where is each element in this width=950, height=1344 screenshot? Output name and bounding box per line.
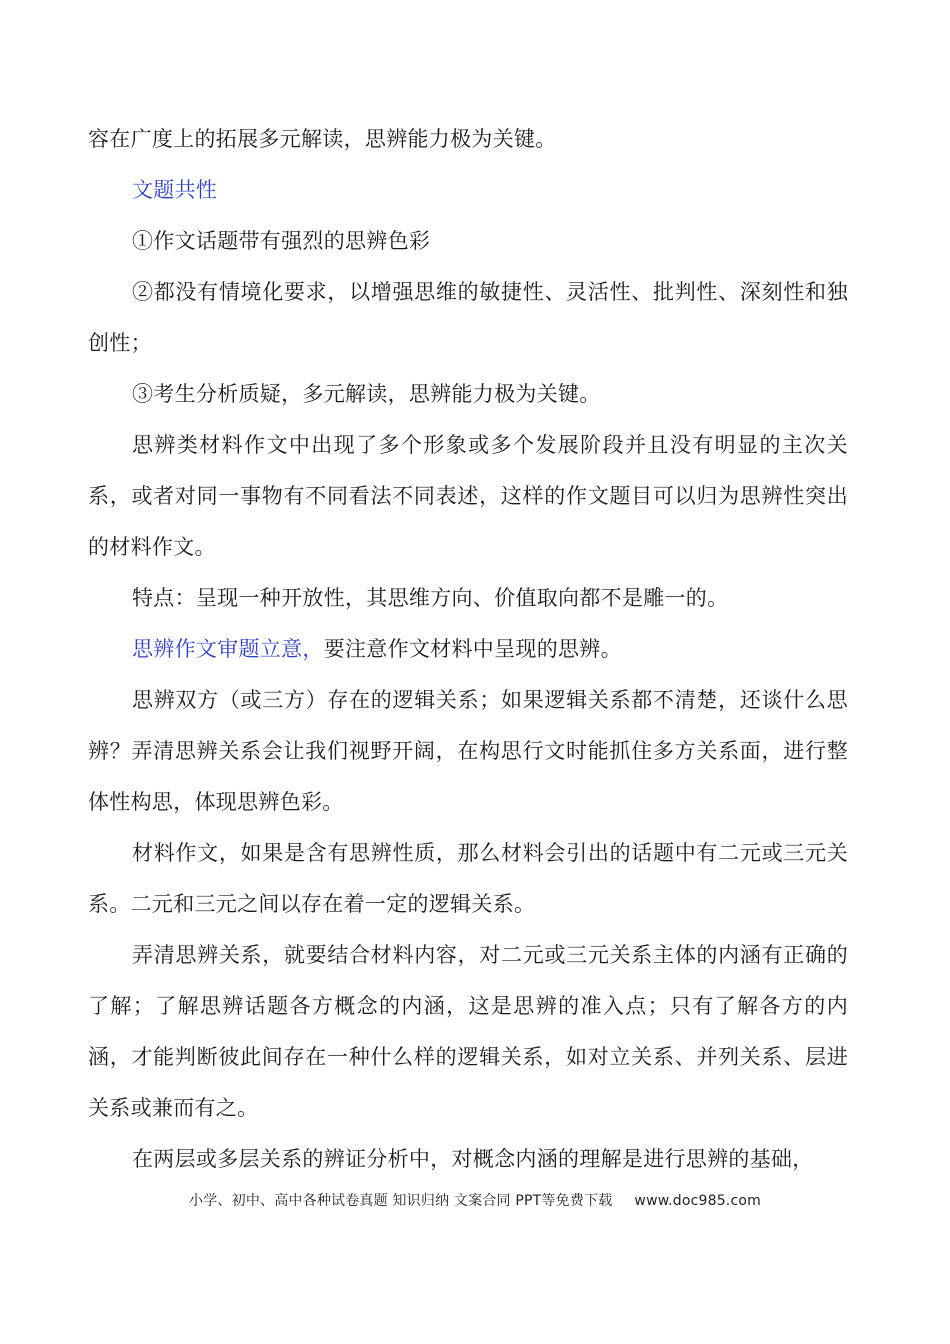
paragraph-0 <box>88 114 848 165</box>
paragraph-7-text: 要注意作文材料中呈现的思辨。 <box>323 637 622 661</box>
paragraph-11-text: 在两层或多层关系的辨证分析中，对概念内涵的理解是进行思辨的基础， <box>132 1147 814 1171</box>
paragraph-10 <box>88 930 848 1134</box>
footer-text: 小学、初中、高中各种试卷真题 知识归纳 文案合同 PPT等免费下载 <box>189 1193 613 1209</box>
footer-url[interactable]: www.doc985.com <box>634 1193 761 1209</box>
paragraph-4 <box>88 369 848 420</box>
paragraph-3-text: ②都没有情境化要求，以增强思维的敏捷性、灵活性、批判性、深刻性和独创性； <box>88 280 848 355</box>
paragraph-9-text: 材料作文，如果是含有思辨性质，那么材料会引出的话题中有二元或三元关系。二元和三元之间以存在着一定的逻辑关系。 <box>88 841 848 916</box>
paragraph-8-text: 思辨双方（或三方）存在的逻辑关系；如果逻辑关系都不清楚，还谈什么思辨？弄清思辨关系会让我们视野开阔，在构思行文时能抓住多方关系面，进行整体性构思，体现思辨色彩。 <box>88 688 848 814</box>
paragraph-10-text: 弄清思辨关系，就要结合材料内容，对二元或三元关系主体的内涵有正确的了解；了解思辨话题各方概念的内涵，这是思辨的准入点；只有了解各方的内涵，才能判断彼此间存在一种什么样的逻辑关系，如对立关系、并列关系、层进关系或兼而有之。 <box>88 943 848 1120</box>
paragraph-0-text: 容在广度上的拓展多元解读，思辨能力极为关键。 <box>88 127 557 151</box>
paragraph-11 <box>88 1134 848 1185</box>
paragraph-6-text: 特点：呈现一种开放性，其思维方向、价值取向都不是雕一的。 <box>132 586 729 610</box>
paragraph-5-text: 思辨类材料作文中出现了多个形象或多个发展阶段并且没有明显的主次关系，或者对同一事物有不同看法不同表述，这样的作文题目可以归为思辨性突出的材料作文。 <box>88 433 848 559</box>
paragraph-4-text: ③考生分析质疑，多元解读，思辨能力极为关键。 <box>132 382 601 406</box>
paragraph-9 <box>88 828 848 930</box>
paragraph-7 <box>88 624 848 675</box>
heading-common-traits-text: 文题共性 <box>132 178 218 202</box>
paragraph-8 <box>88 675 848 828</box>
paragraph-2-text: ①作文话题带有强烈的思辨色彩 <box>132 229 431 253</box>
paragraph-6 <box>88 573 848 624</box>
paragraph-2 <box>88 216 848 267</box>
document-body <box>88 114 848 1185</box>
paragraph-5 <box>88 420 848 573</box>
paragraph-3 <box>88 267 848 369</box>
paragraph-7-highlight: 思辨作文审题立意， <box>132 637 324 661</box>
heading-common-traits <box>88 165 848 216</box>
page-footer <box>0 1190 950 1210</box>
